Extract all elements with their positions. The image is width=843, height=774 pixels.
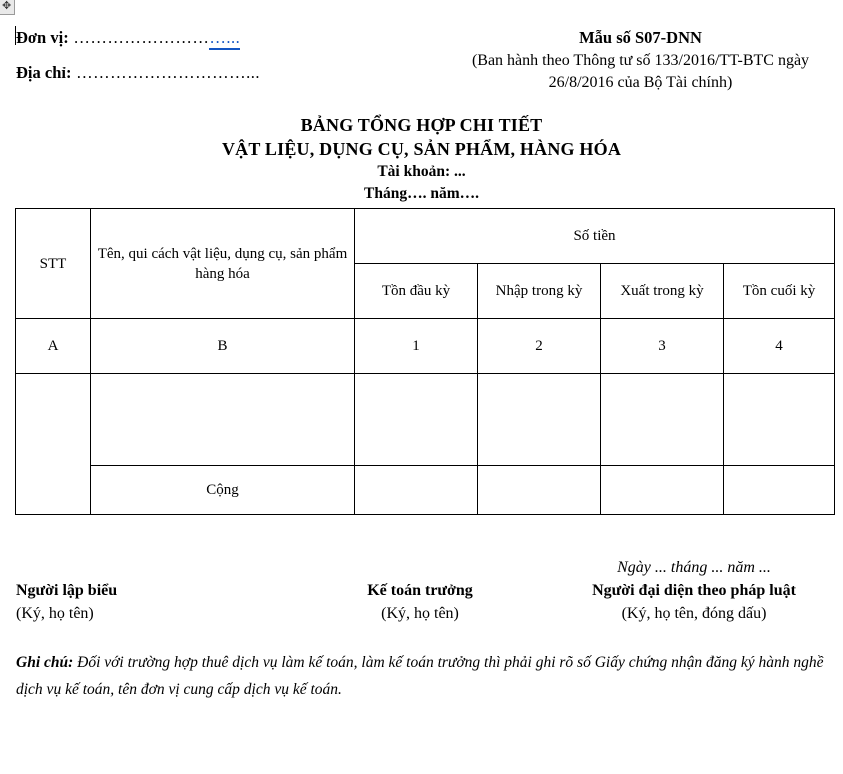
cell-stt[interactable] [16,374,91,515]
total-closing[interactable] [724,466,835,515]
cell-incoming[interactable] [478,374,601,466]
signature-preparer [16,579,117,625]
total-opening[interactable] [355,466,478,515]
header-incoming: Nhập trong kỳ [478,264,601,319]
address-label: Địa chỉ: [16,63,72,82]
index-stt: A [16,319,91,374]
header-name: Tên, qui cách vật liệu, dụng cụ, sản phẩm hàng hóa [91,209,355,319]
address-dots: …………………………... [71,63,260,82]
signature-chief-accountant [290,579,550,625]
footnote-text: Đối với trường hợp thuê dịch vụ làm kế toán, làm kế toán trưởng thì phải ghi rõ số Giấy chứng nhận đăng ký hành nghề dịch vụ kế toán, tên đơn vị cung cấp dịch vụ kế toán. [16,654,824,698]
index-outgoing: 3 [601,319,724,374]
form-reference [443,27,838,95]
total-incoming[interactable] [478,466,601,515]
header-stt: STT [16,209,91,319]
index-incoming: 2 [478,319,601,374]
signature-legal-representative [553,556,835,625]
legal-representative-sub: (Ký, họ tên, đóng dấu) [621,605,767,622]
table-index-row [16,319,835,374]
legal-representative-role: Người đại diện theo pháp luật [592,582,796,599]
cell-closing[interactable] [724,374,835,466]
index-closing: 4 [724,319,835,374]
move-handle-glyph: ✥ [2,0,12,12]
title-line-1: BẢNG TỔNG HỢP CHI TIẾT [300,115,543,135]
chief-accountant-role: Kế toán trưởng [367,582,473,599]
page-title [0,114,843,205]
form-decree-line-1: (Ban hành theo Thông tư số 133/2016/TT-BTC ngày [471,51,810,69]
summary-table [15,208,835,515]
chief-accountant-sub: (Ký, họ tên) [381,605,459,622]
signature-date-line: Ngày ... tháng ... năm ... [617,559,771,576]
cell-outgoing[interactable] [601,374,724,466]
header-opening: Tồn đầu kỳ [355,264,478,319]
title-account: Tài khoản: ... [377,163,466,180]
header-closing: Tồn cuối kỳ [724,264,835,319]
footnote-label: Ghi chú: [16,654,74,671]
unit-line [16,28,240,48]
cell-opening[interactable] [355,374,478,466]
preparer-sub: (Ký, họ tên) [16,605,94,622]
table-total-row [16,466,835,515]
address-line [16,63,260,83]
signature-block [0,556,843,626]
table-header-row-1 [16,209,835,264]
unit-dots-marked[interactable]: …... [209,28,240,50]
footnote [16,649,831,703]
total-label: Cộng [91,466,355,515]
form-decree-line-2: 26/8/2016 của Bộ Tài chính) [548,74,733,91]
unit-label: Đơn vị: [16,28,69,47]
title-line-2: VẬT LIỆU, DỤNG CỤ, SẢN PHẨM, HÀNG HÓA [221,139,622,159]
index-opening: 1 [355,319,478,374]
form-code: Mẫu số S07-DNN [579,28,702,47]
header-amount-group: Số tiền [355,209,835,264]
header-outgoing: Xuất trong kỳ [601,264,724,319]
table-move-handle-icon[interactable] [0,0,15,15]
cell-name[interactable] [91,374,355,466]
table-row [16,374,835,466]
title-period: Tháng…. năm…. [364,185,479,202]
index-name: B [91,319,355,374]
preparer-role: Người lập biểu [16,582,118,599]
unit-dots: …………………… [68,28,210,47]
total-outgoing[interactable] [601,466,724,515]
